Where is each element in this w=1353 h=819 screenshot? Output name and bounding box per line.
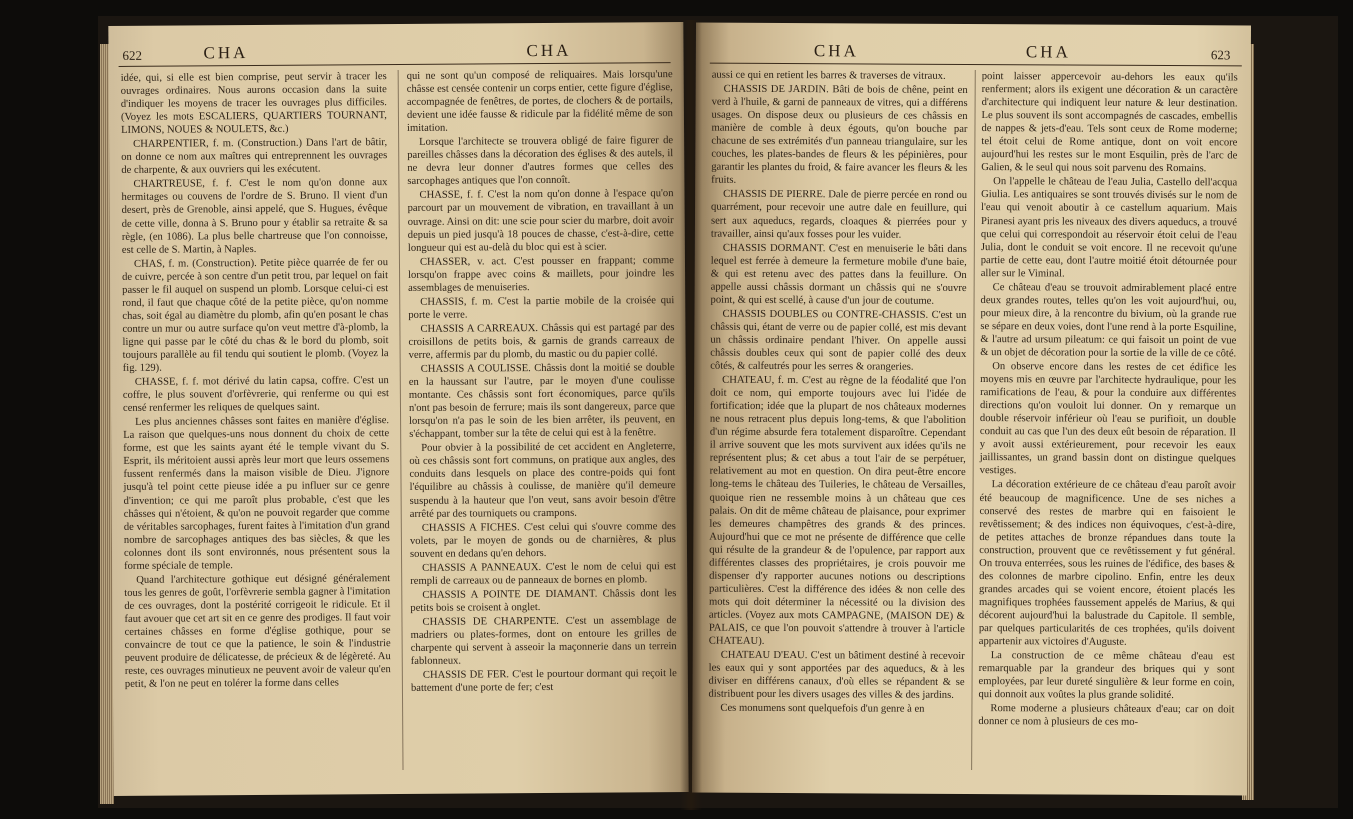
column-divider (971, 70, 976, 770)
running-head: CHA (1025, 42, 1071, 62)
paragraph: idée, qui, si elle est bien comprise, peut servir à tracer les ouvrages ordinaires. Nous aurons occasion dans la suite d'indiquer les moyens de tracer les ouvrages plus difficiles. (Voyez les mots ESCALIERS, QUARTIERS TOURNANT, LIMONS, NOUES & NOULETS, &c.) (120, 71, 387, 137)
text-column-1 (121, 70, 391, 692)
paragraph: Les plus anciennes châsses sont faites en manière d'église. La raison que quelques-uns nous donnent du choix de cette forme, est que les saints ayant été le temple vivant du S. Esprit, ils méritoient aussi après leur mort que leurs ossemens fussent renfermés dans la maison visible de Dieu. J'ignore jusqu'à tel point cette pieuse idée a pu influer sur ce genre d'invention; ce qui me paroît plus probable, c'est que les châsses qui n'étoient, & qu'on ne pouvoit regarder que comme de véritables sarcophages, furent faites à l'imitation d'un grand nombre de sarcophages antiques des bas siècles, & que les colonnes dont ils sont environnés, nous présentent sous la forme spéciale de temple. (123, 415, 391, 572)
page-number: 622 (122, 47, 143, 63)
column-divider (398, 70, 404, 770)
running-head: CHA (813, 41, 859, 61)
header-rule (119, 62, 671, 67)
paragraph: CHASSIS DORMANT. C'est en menuiserie le bâti dans lequel est ferrée à demeure la fermeture mobile d'une baie, & qui est retenu avec des pattes dans la feuillure. On appelle aussi châssis dormant un châssis qui ne s'ouvre point, & qui est scellé, à cause d'un jour de coutume. (710, 242, 967, 307)
running-head: CHA (526, 40, 572, 61)
paragraph: CHASSIS DE JARDIN. Bâti de bois de chêne, peint en verd à l'huile, & garni de panneaux de vitres, qui a différens usages. On dispose deux ou plusieurs de ces châssis en manière de comble à deux égouts, qu'on bouche par chacune de ses extrémités d'un panneau triangulaire, sur les couches, les plates-bandes de fleurs & les pépinières, pour garantir les plantes du froid, & faire avancer les fleurs & les fruits. (711, 83, 968, 187)
paragraph: CHATEAU D'EAU. C'est un bâtiment destiné à recevoir les eaux qui y sont apportées par des aqueducs, & à les diviser en différens canaux, d'où elles se répandent & se distribuent pour les divers usages des villes & des jardins. (708, 649, 965, 702)
header-rule (710, 63, 1242, 67)
paragraph: Rome moderne a plusieurs châteaux d'eau; car on doit donner ce nom à plusieurs de ces mo- (978, 703, 1235, 729)
paragraph: La construction de ce même château d'eau est remarquable par la grandeur des briques qui y sont employées, par leur dureté singulière & leur forme en coin, qui donnoit aux voûtes la plus grande solidité. (978, 650, 1235, 702)
paragraph: CHASSER, v. act. C'est pousser en frappant; comme lorsqu'on frappe avec coins & maillets, pour joindre les assemblages de menuiseries. (408, 254, 675, 294)
text-column-2 (978, 70, 1237, 731)
paragraph: CHASSIS DE PIERRE. Dale de pierre percée en rond ou quarrément, pour recevoir une autre dale en feuillure, qui sert aux aqueducs, regards, cloaques & pierrées pour y travailler, ainsi qu'aux fosses pour les vuider. (710, 189, 968, 241)
paragraph: On observe encore dans les restes de cet édifice les moyens mis en œuvre par l'architecte hydraulique, pour les ramifications de l'eau, & pour la conduire aux différentes directions qu'on vouloit lui donner. On y remarque un double réservoir inférieur où l'eau se purifioit, un double conduit au cas que l'un des deux eût besoin de réparation. Il y avoit aussi extérieurement, pour recevoir les eaux jaillissantes, un grand bassin dont on distingue quelques vestiges. (979, 361, 1237, 477)
paragraph: Pour obvier à la possibilité de cet accident en Angleterre, où ces châssis sont fort communs, on pratique aux angles, des conduits dans lesquels on place des contre-poids qui font l'équilibre au châssis à coulisse, de manière qu'il demeure suspendu à la hauteur que l'on veut, sans avoir besoin d'être arrêté par des tourniquets ou crampons. (409, 441, 676, 520)
paragraph: Quand l'architecture gothique eut désigné généralement tous les genres de goût, l'orfèvrerie sembla gagner à l'imitation de ces ouvrages, dont la postérité corrigeoit le ridicule. Et il faut avouer que cet art sit en ce genre des prodiges. Il faut voir certaines châsses en forme d'église gothique, pour se convaincre de tout ce que la patience, le soin & l'industrie peuvent produire de délicatesse, de précieux & de légèreté. Au reste, ces ouvrages minutieux ne peuvent avoir de valeur qu'en petit, & l'on ne peut en tolérer la forme dans celles (124, 572, 391, 691)
text-column-2 (407, 68, 677, 696)
paragraph: La décoration extérieure de ce château d'eau paroît avoir été beaucoup de magnificence. Une de ses niches a conservé des restes de marbre qui en faisoient le revêtissement; & des indices non équivoques, c'est-à-dire, de petites attaches de bronze répandues dans toute la construction, prouvent que ce revêtissement y fut général. On trouva enterrées, sous les ruines de l'édifice, des bases & des colonnes de marbre cipolino. Enfin, entre les deux grandes arcades qui se voient encore, étoient placés les magnifiques trophées faussement appelés de Marius, & qui décorent aujourd'hui la balustrade du Capitole. Il semble, par quelques particularités de ces trophées, qu'ils doivent appartenir aux victoires d'Auguste. (978, 479, 1236, 648)
text-column-1 (708, 69, 967, 718)
paragraph: Ces monumens sont quelquefois d'un genre à en (720, 702, 925, 716)
left-page (108, 22, 688, 796)
paragraph: CHASSIS A CARREAUX. Châssis qui est partagé par des croisillons de petits bois, & garnis de grands carreaux de verre, affermis par du plomb, du mastic ou du papier collé. (408, 321, 675, 361)
book-gutter (680, 20, 702, 810)
paragraph: CHASSIS A POINTE DE DIAMANT. Châssis dont les petits bois se croisent à onglet. (410, 587, 677, 614)
running-head: CHA (203, 43, 249, 63)
paragraph: CHASSE, f. f. mot dérivé du latin capsa, coffre. C'est un coffre, le plus souvent d'orfèvrerie, qui renferme ou qui est censé renfermer les reliques de quelques saint. (122, 375, 389, 415)
paragraph: On l'appelle le château de l'eau Julia, Castello dell'acqua Giulia. Les antiquaires se sont trouvés divisés sur le nom de l'eau qui venoit aboutir à ce castellum aquarium. Mais Piranesi ayant pris les niveaux des divers aqueducs, a trouvé que celui qui correspondoit au réservoir étoit celui de l'eau Julia, dont le conduit se voit encore. Il ne recevoit qu'une partie de cette eau, dont l'autre moitié étoit détournée pour aller sur le Viminal. (980, 176, 1238, 280)
paragraph: CHARTREUSE, f. f. C'est le nom qu'on donne aux hermitages ou couvens de l'ordre de S. Bruno. Il vient d'un desert, près de Grenoble, ainsi appelé, que S. Hugues, évêque de cette ville, donna à S. Bruno pour y établir sa retraite & sa règle, (en 1086). La plus belle chartreuse que l'on connoisse, est celle de S. Martin, à Naples. (121, 177, 388, 256)
paragraph: CHASSIS DE CHARPENTE. C'est un assemblage de madriers ou plates-formes, dont on entoure les grilles de charpente qui servent à asseoir la maçonnerie dans un terrein fablonneux. (410, 614, 677, 667)
paragraph: Ce château d'eau se trouvoit admirablement placé entre deux grandes routes, telles qu'on les voit aujourd'hui, ou, pour mieux dire, à la rencontre du bivium, où la grande rue se sépare en deux voies, dont l'une rend à la porte Esquiline, & l'autre ad ursum pileatum: ce qui faisoit un point de vue & un objet de décoration pour la sortie de la ville de ce côté. (980, 281, 1237, 360)
paragraph: Lorsque l'architecte se trouvera obligé de faire figurer de pareilles châsses dans la décoration des églises & des autels, il ne devra leur donner d'autres formes que celles des sarcophages antiques que l'on connoît. (407, 135, 674, 188)
paragraph: CHAS, f. m. (Construction). Petite pièce quarrée de fer ou de cuivre, percée à son centre d'un petit trou, par lequel on fait passer le fil auquel on suspend un plomb. Lorsque celui-ci est rond, il faut que chaque côté de la petite pièce, qu'on nomme chas, soit égal au diamètre du plomb, afin qu'en posant le chas contre un mur ou autre surface qu'on veut mettre d'à-plomb, la ligne qui passe par le côté du chas & le bord du plomb, soit toujours parallèle au fil tendu qui soutient le plomb. (Voyez la fig. 129). (122, 256, 389, 374)
paragraph: CHASSIS DOUBLES ou CONTRE-CHASSIS. C'est un châssis qui, étant de verre ou de papier collé, est mis devant un châssis ordinaire pendant l'hiver. On appelle aussi châssis doubles ceux qui sont de papier collé des deux côtés, & calfeutrés pour les serres & orangeries. (710, 308, 967, 373)
paragraph: CHATEAU, f. m. C'est au règne de la féodalité que l'on doit ce nom, qui emporte toujours avec lui l'idée de fortification; idée que la plupart de nos châteaux modernes ne nous retracent plus depuis long-tems, & que l'abolition d'un régime absurde fera totalement disparoître. Cependant il arrive souvent que les mots survivent aux idées qu'ils ne représentent plus; & cet abus a tout l'air de se perpétuer, relativement au mot en question. On dira peut-être encore long-tems le château des Tuileries, le château de Versailles, quoique rien ne ressemble moins à un château que ces palais. On dit de même château de plaisance, pour exprimer les demeures champêtres des grands & des princes. Aujourd'hui que ce mot ne présente de différence que celle qui résulte de la grandeur & de l'opulence, par rapport aux différentes classes des propriétaires, je crois pouvoir me dispenser d'y rapporter aucunes notions ou descriptions particulières. C'est la différence des idées & non celle des mots qui doit déterminer la nécessité ou la division des articles. (Voyez aux mots CAMPAGNE, (MAISON DE) & PALAIS, ce que l'on pouvoit s'attendre à trouver à l'article CHATEAU). (708, 374, 967, 647)
paragraph: CHASSIS A FICHES. C'est celui qui s'ouvre comme des volets, par le moyen de gonds ou de charnières, & plus souvent en dedans qu'en dehors. (409, 520, 676, 560)
right-page (692, 23, 1251, 796)
paragraph: CHASSIS, f. m. C'est la partie mobile de la croisée qui porte le verre. (408, 294, 675, 321)
paragraph: CHARPENTIER, f. m. (Construction.) Dans l'art de bâtir, on donne ce nom aux maîtres qui entreprennent les ouvrages de charpente, & aux ouvriers qui les exécutent. (121, 137, 388, 177)
page-number: 623 (1210, 47, 1231, 63)
paragraph: CHASSE, f. f. C'est la nom qu'on donne à l'espace qu'on parcourt par un mouvement de vibration, en travaillant à un ouvrage. Ainsi on dit: une scie pour scier du marbre, doit avoir depuis un pied jusqu'à 18 pouces de chasse, c'est-à-dire, cette longueur qui est au-delà du bloc qui est à scier. (407, 188, 674, 254)
paragraph: aussi ce qui en retient les barres & traverses de vitraux. (711, 69, 946, 82)
paragraph: point laisser appercevoir au-dehors les eaux qu'ils renferment; alors ils exigent une décoration & un caractère d'architecture qui indiquent leur nature & leur destination. Le plus souvent ils sont accompagnés de cascades, embellis de nappes & jets-d'eau. Tels sont ceux de Rome moderne; tel étoit celui de Rome antique, dont on voit encore aujourd'hui les restes sur le mont Esquilin, près de l'arc de Galien, & le seul qui nous soit parvenu des Romains. (981, 71, 1238, 175)
paragraph: qui ne sont qu'un composé de reliquaires. Mais lorsqu'une châsse est censée contenir un corps entier, cette figure d'église, accompagnée de fenêtres, de portes, de clochers & de portails, devient une idée fausse & ridicule par la fidélité même de son imitation. (406, 69, 673, 135)
paragraph: CHASSIS DE FER. C'est le pourtour dormant qui reçoit le battement d'une porte de fer; c'est (410, 668, 677, 695)
paragraph: CHASSIS A PANNEAUX. C'est le nom de celui qui est rempli de carreaux ou de panneaux de bornes en plomb. (410, 560, 677, 587)
paragraph: CHASSIS A COULISSE. Châssis dont la moitié se double en la haussant sur l'autre, par le moyen d'une coulisse montante. Ces châssis sont fort économiques, parce qu'ils n'ont pas besoin de ferrure; mais ils sont dangereux, parce que lorsqu'on n'a pas le soin de les bien arrêter, ils peuvent, en s'échappant, tomber sur la tête de celui qui est à la fenêtre. (408, 362, 676, 441)
